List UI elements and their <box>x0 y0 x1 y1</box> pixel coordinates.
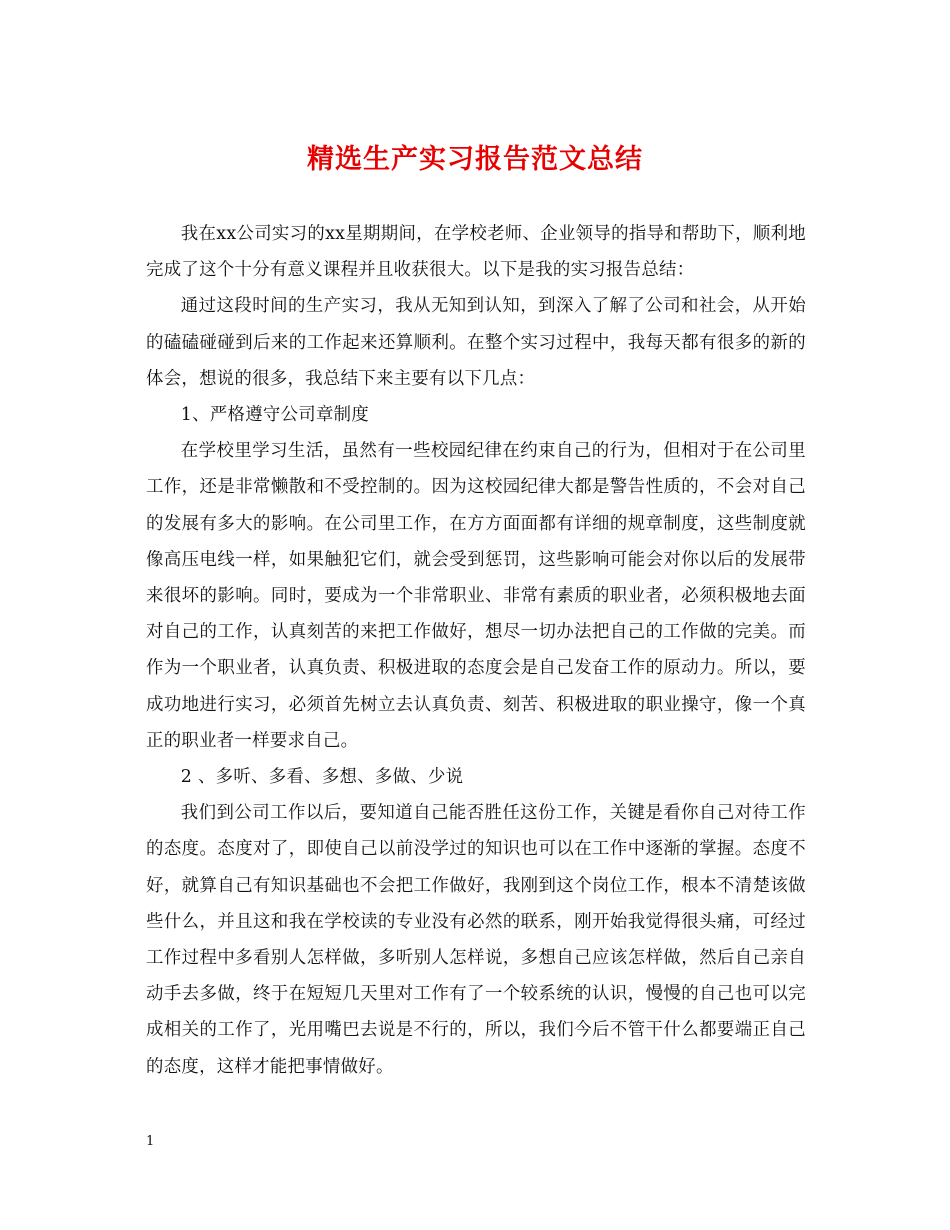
document-title: 精选生产实习报告范文总结 <box>307 144 643 175</box>
paragraph-intro: 我在xx公司实习的xx星期期间，在学校老师、企业领导的指导和帮助下，顺利地完成了这个十分有意义课程并且收获很大。以下是我的实习报告总结： <box>146 224 806 281</box>
paragraph-overview: 通过这段时间的生产实习，我从无知到认知，到深入了解了公司和社会，从开始的磕磕碰碰到后来的工作起来还算顺利。在整个实习过程中，我每天都有很多的新的体会，想说的很多，我总结下来主要有以下几点： <box>146 296 806 389</box>
paragraph-section-2: 我们到公司工作以后，要知道自己能否胜任这份工作，关键是看你自己对待工作的态度。态度对了，即使自己以前没学过的知识也可以在工作中逐渐的掌握。态度不好，就算自己有知识基础也不会把工作做好，我刚到这个岗位工作，根本不清楚该做些什么，并且这和我在学校读的专业没有必然的联系，刚开始我觉得很头痛，可经过工作过程中多看别人怎样做，多听别人怎样说，多想自己应该怎样做，然后自己亲自动手去多做，终于在短短几天里对工作有了一个较系统的认识，慢慢的自己也可以完成相关的工作了，光用嘴巴去说是不行的，所以，我们今后不管干什么都要端正自己的态度，这样才能把事情做好。 <box>146 803 806 1077</box>
section-heading-2: 2 、多听、多看、多想、多做、少说 <box>180 767 464 788</box>
section-heading-1: 1、严格遵守公司章制度 <box>180 405 370 426</box>
page-number: 1 <box>146 1134 155 1149</box>
paragraph-section-1: 在学校里学习生活，虽然有一些校园纪律在约束自己的行为，但相对于在公司里工作，还是非常懒散和不受控制的。因为这校园纪律大都是警告性质的，不会对自己的发展有多大的影响。在公司里工作，在方方面面都有详细的规章制度，这些制度就像高压电线一样，如果触犯它们，就会受到惩罚，这些影响可能会对你以后的发展带来很坏的影响。同时，要成为一个非常职业、非常有素质的职业者，必须积极地去面对自己的工作，认真刻苦的来把工作做好，想尽一切办法把自己的工作做的完美。而作为一个职业者，认真负责、积极进取的态度会是自己发奋工作的原动力。所以，要成功地进行实习，必须首先树立去认真负责、刻苦、积极进取的职业操守，像一个真正的职业者一样要求自己。 <box>146 441 806 751</box>
document-body <box>146 216 806 1085</box>
